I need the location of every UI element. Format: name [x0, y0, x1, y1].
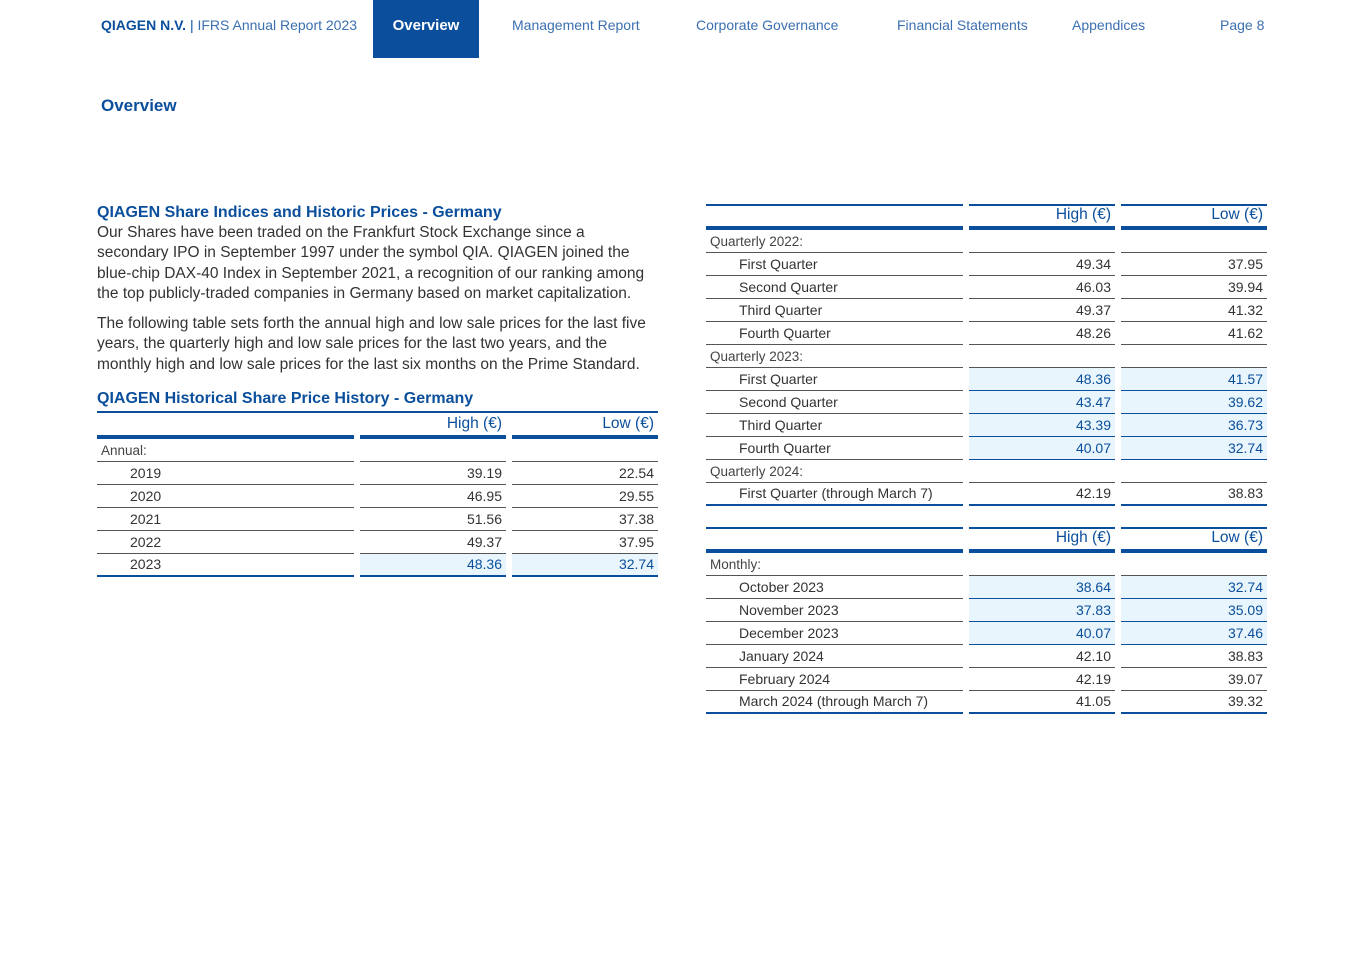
report-brand [101, 17, 357, 33]
row-label: February 2024 [706, 668, 963, 691]
table-row [97, 485, 658, 508]
table-row [706, 253, 1267, 276]
label-column-header [706, 527, 963, 553]
low-value: 32.74 [1121, 437, 1267, 460]
high-value: 48.36 [969, 368, 1115, 391]
row-label: 2019 [97, 462, 354, 485]
low-value: 35.09 [1121, 599, 1267, 622]
low-value: 22.54 [512, 462, 658, 485]
high-value: 43.39 [969, 414, 1115, 437]
low-value: 36.73 [1121, 414, 1267, 437]
high-value: 48.26 [969, 322, 1115, 345]
quarterly-price-table [700, 204, 1273, 506]
high-value: 49.37 [360, 531, 506, 554]
group-label: Quarterly 2022: [706, 230, 963, 253]
company-name: QIAGEN N.V. [101, 17, 187, 33]
table-row [97, 462, 658, 485]
row-label: January 2024 [706, 645, 963, 668]
low-value: 41.57 [1121, 368, 1267, 391]
row-label: Second Quarter [706, 391, 963, 414]
row-label: 2021 [97, 508, 354, 531]
row-label: Third Quarter [706, 414, 963, 437]
group-row-annual [97, 439, 658, 462]
group-row-quarterly-2022 [706, 230, 1267, 253]
high-value: 46.95 [360, 485, 506, 508]
table-row [706, 368, 1267, 391]
label-column-header [706, 204, 963, 230]
low-column-header: Low (€) [1121, 204, 1267, 230]
high-value: 40.07 [969, 437, 1115, 460]
brand-separator: | [189, 17, 194, 33]
row-label: October 2023 [706, 576, 963, 599]
low-value: 38.83 [1121, 483, 1267, 506]
row-label: March 2024 (through March 7) [706, 691, 963, 714]
table-row [706, 437, 1267, 460]
low-value: 39.07 [1121, 668, 1267, 691]
row-label: Second Quarter [706, 276, 963, 299]
table-row [97, 554, 658, 577]
table-description-paragraph: The following table sets forth the annual high and low sale prices for the last five years, the quarterly high and low sale prices for the last two years, and the monthly high and low sale prices for the last six months on the Prime Standard. [97, 315, 646, 373]
table-row [706, 414, 1267, 437]
table-row [706, 691, 1267, 714]
tab-financial-statements[interactable]: Financial Statements [897, 17, 1028, 33]
high-value: 46.03 [969, 276, 1115, 299]
group-label: Quarterly 2024: [706, 460, 963, 483]
low-value: 38.83 [1121, 645, 1267, 668]
table-row [706, 483, 1267, 506]
table-row [706, 322, 1267, 345]
low-value: 39.94 [1121, 276, 1267, 299]
row-label: Fourth Quarter [706, 322, 963, 345]
table-row [706, 622, 1267, 645]
tab-overview[interactable]: Overview [373, 0, 479, 58]
low-value: 29.55 [512, 485, 658, 508]
low-value: 37.38 [512, 508, 658, 531]
high-value: 38.64 [969, 576, 1115, 599]
report-name: IFRS Annual Report 2023 [197, 17, 358, 33]
high-value: 39.19 [360, 462, 506, 485]
page-number: Page 8 [1220, 17, 1265, 33]
high-value: 41.05 [969, 691, 1115, 714]
left-column [97, 203, 658, 577]
table-row [706, 599, 1267, 622]
high-column-header: High (€) [969, 204, 1115, 230]
low-column-header: Low (€) [1121, 527, 1267, 553]
row-label: 2023 [97, 554, 354, 577]
table-row [706, 391, 1267, 414]
high-value: 51.56 [360, 508, 506, 531]
row-label: 2020 [97, 485, 354, 508]
high-value: 42.10 [969, 645, 1115, 668]
row-label: Fourth Quarter [706, 437, 963, 460]
group-label: Annual: [97, 439, 354, 462]
group-row-quarterly-2024 [706, 460, 1267, 483]
table-row [706, 668, 1267, 691]
group-row-monthly [706, 553, 1267, 576]
table-row [706, 645, 1267, 668]
intro-paragraph: Our Shares have been traded on the Frankfurt Stock Exchange since a secondary IPO in September 1997 under the symbol QIA. QIAGEN joined the blue-chip DAX-40 Index in September 2021, a recognition of our ranking among the top publicly-traded companies in Germany based on market capitalization. [97, 224, 645, 302]
table-row [706, 299, 1267, 322]
row-label: 2022 [97, 531, 354, 554]
high-column-header: High (€) [969, 527, 1115, 553]
high-value: 49.37 [969, 299, 1115, 322]
high-value: 42.19 [969, 483, 1115, 506]
low-value: 41.32 [1121, 299, 1267, 322]
high-value: 48.36 [360, 554, 506, 577]
group-label: Monthly: [706, 553, 963, 576]
high-value: 40.07 [969, 622, 1115, 645]
annual-price-table [91, 413, 664, 577]
row-label: First Quarter [706, 368, 963, 391]
label-column-header [97, 413, 354, 439]
row-label: December 2023 [706, 622, 963, 645]
low-value: 37.46 [1121, 622, 1267, 645]
low-value: 32.74 [512, 554, 658, 577]
share-indices-heading: QIAGEN Share Indices and Historic Prices - Germany [97, 204, 502, 221]
section-title: Overview [101, 96, 177, 115]
row-label: Third Quarter [706, 299, 963, 322]
table-row [706, 576, 1267, 599]
tab-appendices[interactable]: Appendices [1072, 17, 1146, 33]
low-value: 37.95 [512, 531, 658, 554]
monthly-price-table [700, 527, 1273, 714]
low-value: 39.32 [1121, 691, 1267, 714]
table-row [706, 276, 1267, 299]
low-column-header: Low (€) [512, 413, 658, 439]
high-value: 49.34 [969, 253, 1115, 276]
table-row [97, 531, 658, 554]
tab-corporate-governance[interactable]: Corporate Governance [696, 17, 839, 33]
high-value: 43.47 [969, 391, 1115, 414]
low-value: 41.62 [1121, 322, 1267, 345]
high-column-header: High (€) [360, 413, 506, 439]
low-value: 37.95 [1121, 253, 1267, 276]
table-row [97, 508, 658, 531]
row-label: First Quarter (through March 7) [706, 483, 963, 506]
high-value: 37.83 [969, 599, 1115, 622]
historical-table-title: QIAGEN Historical Share Price History - Germany [97, 389, 658, 413]
group-row-quarterly-2023 [706, 345, 1267, 368]
row-label: First Quarter [706, 253, 963, 276]
high-value: 42.19 [969, 668, 1115, 691]
tab-management-report[interactable]: Management Report [512, 17, 640, 33]
row-label: November 2023 [706, 599, 963, 622]
low-value: 32.74 [1121, 576, 1267, 599]
low-value: 39.62 [1121, 391, 1267, 414]
top-navigation [0, 0, 1365, 58]
group-label: Quarterly 2023: [706, 345, 963, 368]
